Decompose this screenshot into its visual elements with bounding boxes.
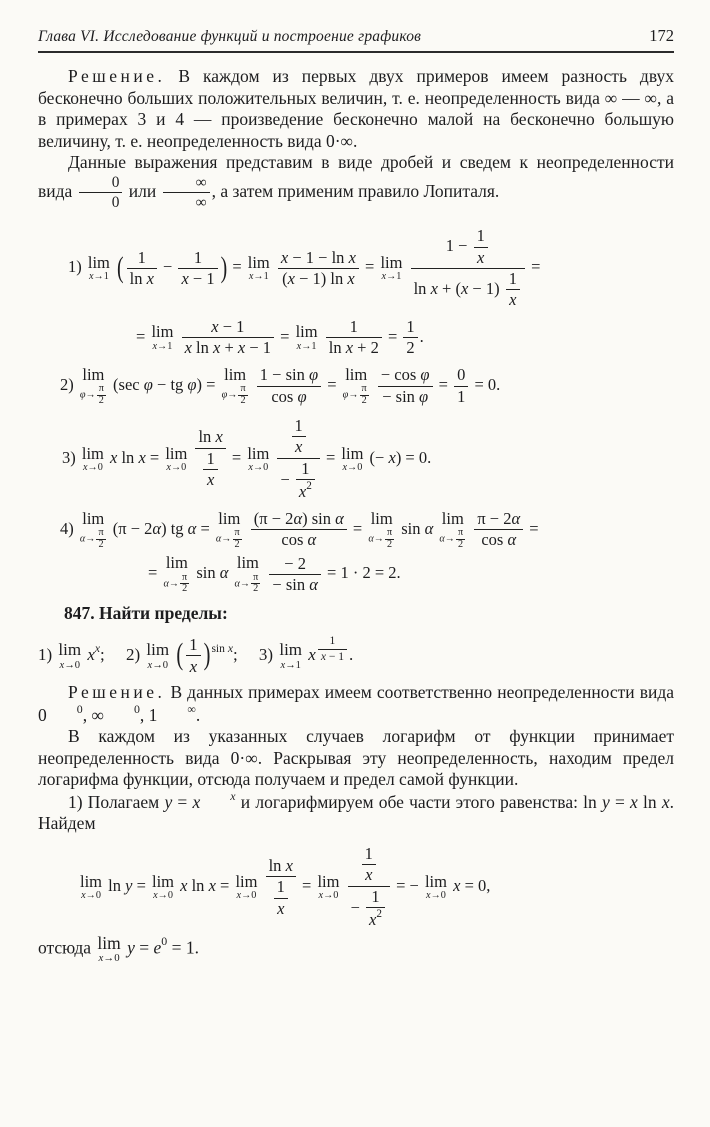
problem-heading [38, 603, 674, 625]
paragraph-fraction-forms: Данные выражения представим в виде дробей и сведем к неопределенности вида $\frac{0}{0}$ или $\frac{\infty}{\infty}$ , а затем применим правило Лопиталя. [38, 152, 674, 211]
formula-2: 2) lim φ→ $\frac{\pi}{2}$ (sec φ − tg φ) = lim φ→ $\frac{\pi}{2}$ $\frac{\text{1 − sin φ}}{\text{cos φ}}$ = lim φ→ $\frac{\pi}{2}$ $\frac{\text{− cos φ}}{\text{− sin φ}}$ = $\frac{0}{1}$ = 0. [60, 364, 501, 406]
paragraph-case-1: 1) Полагаем y = x x и логарифмируем обе части этого равенства: ln y = x ln x. Найдем [38, 788, 674, 834]
problem-number: 847. [64, 603, 95, 624]
problem-title: Найти пределы: [99, 603, 228, 624]
formula-4-line-1: 4) lim α→ $\frac{\pi}{2}$ (π − 2α) tg α = lim α→ $\frac{\pi}{2}$ $\frac{\text{(π − 2α) sin α}}{\text{cos α}}$ = lim α→ $\frac{\pi}{2}$ sin α lim α→ $\frac{\pi}{2}$ $\frac{\pi - 2\alpha}{\text{cos α}}$ = [60, 508, 539, 550]
chapter-title: Глава VI. Исследование функций и построение графиков [38, 28, 422, 45]
paragraph-logarithm-method: В каждом из указанных случаев логарифм от функции принимает неопределенность вида 0·∞. Раскрывая эту неопределенность, находим предел логарифма функции, отсюда получаем и предел самой функции. [38, 726, 674, 790]
formula-5: lim x→0 ln y = lim x→0 x ln x = lim x→0 $\frac{\text{ln x}}{\frac{1}{x}}$ = lim x→0 $\frac{1}{x}$ − $\frac{1}{x2}$ = − lim x→0 x = 0, [80, 843, 491, 930]
paragraph-solution-intro: Решение. В каждом из первых двух примеров имеем разность двух бесконечно больших положительных величин, т. е. неопределенность вида ∞ — ∞, а в примерах 3 и 4 — произведение бесконечно малой на бесконечно большую величину, т. е. неопределенность вида 0·∞. [38, 66, 674, 151]
formula-3: 3) lim x→0 x ln x = lim x→0 $\frac{\text{ln x}}{\frac{1}{x}}$ = lim x→0 $\frac{1}{x}$ − $\frac{1}{x2}$ = lim x→0 (− x) = 0. [62, 415, 432, 502]
formula-4-line-2: = lim α→ $\frac{\pi}{2}$ sin α lim α→ $\frac{\pi}{2}$ $\frac{- 2}{\text{− sin α}}$ = 1 · 2 = 2. [148, 553, 401, 595]
paragraph-conclusion: отсюда lim x→0 y = e0 = 1. [38, 932, 199, 965]
paragraph-solution-847: Решение. В данных примерах имеем соответственно неопределенности вида 0 0, ∞ 0, 1 ∞. [38, 682, 674, 725]
formula-1-line-1: 1) lim x→1 ( $\frac{1}{\text{ln x}}$ − $\frac{1}{x - 1}$ ) = lim x→1 $\frac{\text{x − 1 − ln x}}{\text{(x − 1) ln x}}$ = lim x→1 1 − $\frac{1}{x}$ ln x + (x − 1) $\frac{1}{x}$ = [68, 226, 541, 310]
page-header [38, 26, 674, 53]
formula-1-line-2: = lim x→1 $\frac{x - 1}{\text{x ln x + x − 1}}$ = lim x→1 $\frac{1}{\text{ln x + 2}}$ = $\frac{1}{2}$ . [136, 316, 424, 358]
problem-limits-line: 1) lim x→0 xx; 2) lim x→0 ( $\frac{1}{x}$ )sin x; 3) lim x→1 x $\frac{1}{x - 1}$ . [38, 633, 354, 677]
page-number: 172 [649, 26, 674, 45]
